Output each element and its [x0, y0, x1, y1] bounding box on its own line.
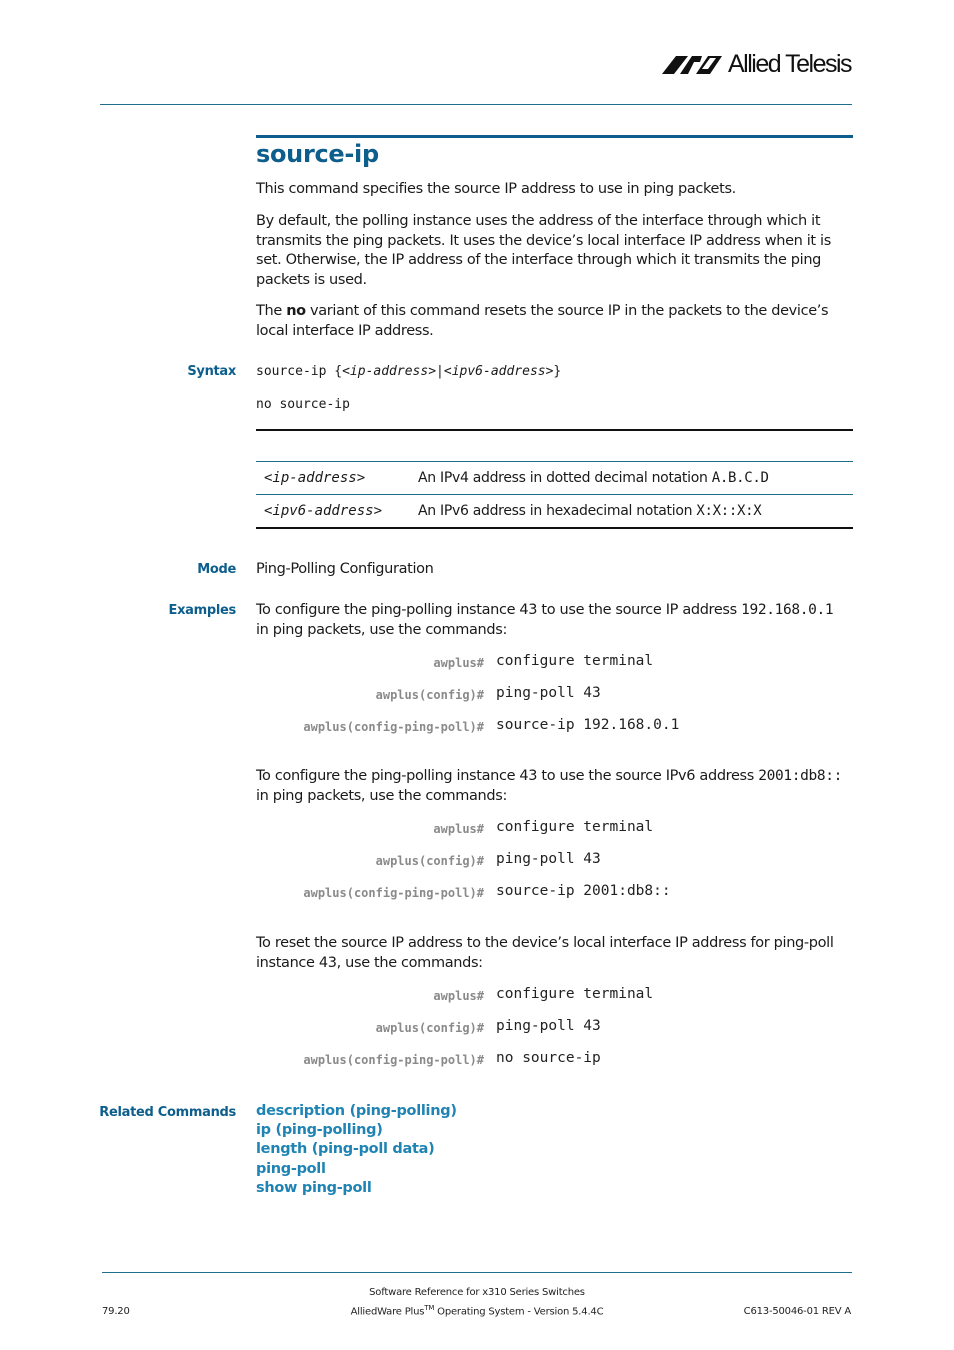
page-title: source-ip	[256, 140, 379, 168]
cli-prompt: awplus#	[433, 656, 484, 670]
table-row	[256, 462, 853, 495]
syntax-line: source-ip {<ip-address>|<ipv6-address>}	[256, 364, 562, 379]
page-number: 79.20	[102, 1306, 130, 1317]
param-term: <ipv6-address>	[256, 495, 410, 529]
related-link-length[interactable]: length (ping-poll data)	[256, 1141, 435, 1157]
related-commands-label: Related Commands	[99, 1105, 236, 1120]
cli-prompt: awplus#	[433, 989, 484, 1003]
logo-text: Allied Telesis	[728, 50, 852, 78]
example-3-intro: To reset the source IP address to the device’s local interface IP address for ping-poll instance 43, use the commands:	[256, 935, 834, 971]
document-id: C613-50046-01 REV A	[743, 1306, 851, 1317]
param-term: <ip-address>	[256, 462, 410, 495]
cli-prompt: awplus(config-ping-poll)#	[303, 1053, 484, 1067]
intro-paragraph-3: The no variant of this command resets the source IP in the packets to the device’s local interface IP address.	[256, 303, 829, 339]
related-link-ip[interactable]: ip (ping-polling)	[256, 1122, 383, 1138]
cli-command: configure terminal	[496, 653, 654, 669]
related-link-show-ping-poll[interactable]: show ping-poll	[256, 1180, 372, 1196]
related-link-ping-poll[interactable]: ping-poll	[256, 1161, 326, 1177]
examples-label: Examples	[168, 603, 236, 618]
related-link-description[interactable]: description (ping-polling)	[256, 1103, 457, 1119]
logo-mark-icon	[662, 50, 726, 80]
example-2-intro: To configure the ping-polling instance 43 to use the source IPv6 address 2001:db8:: in ping packets, use the commands:	[256, 768, 843, 804]
cli-prompt: awplus#	[433, 822, 484, 836]
cli-prompt: awplus(config-ping-poll)#	[303, 720, 484, 734]
cli-command: ping-poll 43	[496, 1018, 601, 1034]
footer-title: Software Reference for x310 Series Switches	[369, 1287, 585, 1298]
title-rule	[256, 135, 853, 138]
example-1-intro: To configure the ping-polling instance 43 to use the source IP address 192.168.0.1 in ping packets, use the commands:	[256, 602, 834, 638]
cli-prompt: awplus(config)#	[375, 854, 484, 868]
footer-product: AlliedWare Plus™ Operating System - Version 5.4.4C	[350, 1304, 604, 1318]
cli-command: source-ip 192.168.0.1	[496, 717, 680, 733]
header-rule	[100, 104, 852, 105]
table-top-rule	[256, 429, 853, 431]
intro-paragraph-1: This command specifies the source IP address to use in ping packets.	[256, 181, 736, 197]
cli-command: source-ip 2001:db8::	[496, 883, 671, 899]
param-desc: An IPv4 address in dotted decimal notation A.B.C.D	[410, 462, 853, 495]
table-row	[256, 495, 853, 529]
cli-command: configure terminal	[496, 819, 654, 835]
cli-prompt: awplus(config)#	[375, 1021, 484, 1035]
cli-command: ping-poll 43	[496, 851, 601, 867]
allied-telesis-logo	[662, 50, 854, 80]
cli-prompt: awplus(config-ping-poll)#	[303, 886, 484, 900]
syntax-label: Syntax	[187, 364, 236, 379]
mode-label: Mode	[197, 562, 236, 577]
intro-paragraph-2: By default, the polling instance uses the address of the interface through which it transmits the ping packets. It uses the device’s local interface IP address when it is set. Otherwise, the IP address of the interface through which it transmits the ping packets is used.	[256, 213, 831, 288]
param-desc: An IPv6 address in hexadecimal notation X:X::X:X	[410, 495, 853, 529]
cli-prompt: awplus(config)#	[375, 688, 484, 702]
cli-command: configure terminal	[496, 986, 654, 1002]
cli-command: no source-ip	[496, 1050, 601, 1066]
footer-rule	[102, 1272, 852, 1273]
mode-value: Ping-Polling Configuration	[256, 561, 434, 577]
syntax-no-line: no source-ip	[256, 397, 350, 412]
parameter-table	[256, 461, 853, 529]
cli-command: ping-poll 43	[496, 685, 601, 701]
